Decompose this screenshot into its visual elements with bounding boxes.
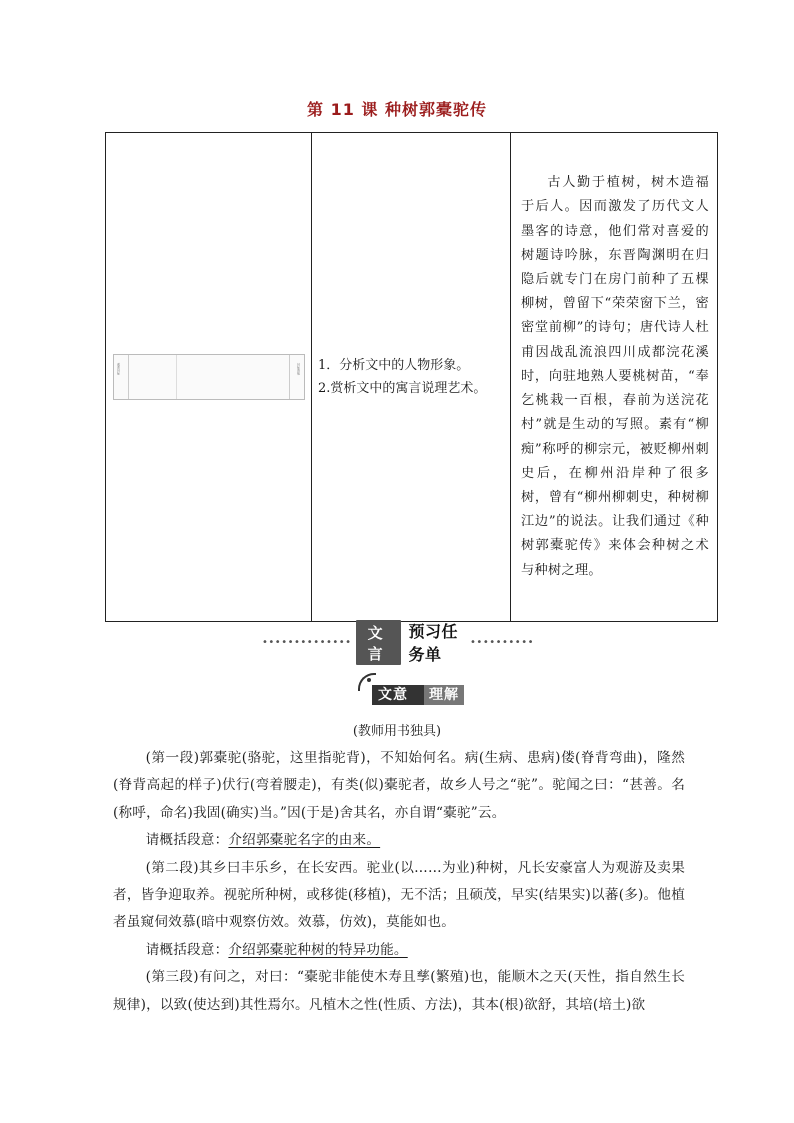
summary-answer: 介绍郭橐驼种树的特异功能。 [228, 941, 408, 958]
thumbnail-label-left: 素养目标 [116, 363, 121, 375]
thumbnail-cell [106, 133, 312, 622]
intro-paragraph: 古人勤于植树，树木造福于后人。因而激发了历代文人墨客的诗意，他们常对喜爱的树题诗吟脉，东晋陶渊明在归隐后就专门在房门前种了五棵柳树，曾留下“荣荣窗下兰，密密堂前柳”的诗句；唐代诗人杜甫因战乱流浪四川成都浣花溪时，向驻地熟人要桃树苗，“奉乞桃栽一百根，春前为送浣花村”就是生动的写照。素有“柳痴”称呼的柳宗元，被贬柳州刺史后，在柳州沿岸种了很多树，曾有“柳州柳刺史，种树柳江边”的说法。让我们通过《种树郭橐驼传》来体会种树之术与种树之理。 [521, 175, 709, 578]
summary-label: 请概括段意： [145, 832, 229, 849]
summary-label: 请概括段意： [145, 941, 229, 958]
sub-banner-main: 文意 [378, 687, 408, 703]
paragraph-2: (第二段)其乡曰丰乐乡，在长安西。驼业(以……为业)种树，凡长安豪富人为观游及卖果者，皆争迎取养。视驼所种树，或移徙(移植)，无不活；且硕茂，早实(结果实)以蕃(多)。他植者虽窥伺效慕(暗中观察仿效。效慕，仿效)，莫能如也。 [113, 859, 685, 931]
goal-item: 1．分析文中的人物形象。 [318, 358, 470, 373]
summary-1 [113, 827, 685, 854]
paragraph-3: (第三段)有问之，对曰：“橐驼非能使木寿且孳(繁殖)也，能顺木之天(天性，指自然生长规律)，以致(使达到)其性焉尔。凡植木之性(性质、方法)，其本(根)欲舒，其培(培土)欲 [113, 969, 685, 1013]
thumbnail-label-right: 目标领航 [296, 363, 301, 375]
intro-table [105, 132, 718, 622]
goal-item: 2.赏析文中的寓言说理艺术。 [318, 381, 487, 396]
intro-cell [511, 133, 718, 622]
banner-dots-left: •••••••••••••• [262, 636, 352, 648]
summary-2 [113, 937, 685, 964]
sub-section-banner [358, 673, 468, 707]
page-title: 第 11 课 种树郭橐驼传 [307, 100, 487, 119]
section-banner [262, 622, 534, 664]
thumbnail-image [113, 354, 305, 400]
sub-banner-accent: 理解 [424, 685, 464, 705]
teacher-note: (教师用书独具) [352, 724, 442, 739]
goals-cell [312, 133, 511, 622]
banner-tag: 文言 [356, 620, 401, 665]
banner-dots-right: •••••••••• [470, 636, 534, 648]
paragraph-1: (第一段)郭橐驼(骆驼，这里指驼背)，不知始何名。病(生病、患病)偻(脊背弯曲)，隆然(脊背高起的样子)伏行(弯着腰走)，有类(似)橐驼者，故乡人号之“驼”。驼闻之曰：“甚善。名(称呼，命名)我固(确实)当。”因(于是)舍其名，亦自谓“橐驼”云。 [113, 750, 685, 821]
body-text [113, 745, 685, 1019]
dot-icon [367, 678, 371, 682]
banner-label: 预习任务单 [408, 622, 459, 664]
summary-answer: 介绍郭橐驼名字的由来。 [228, 832, 381, 849]
